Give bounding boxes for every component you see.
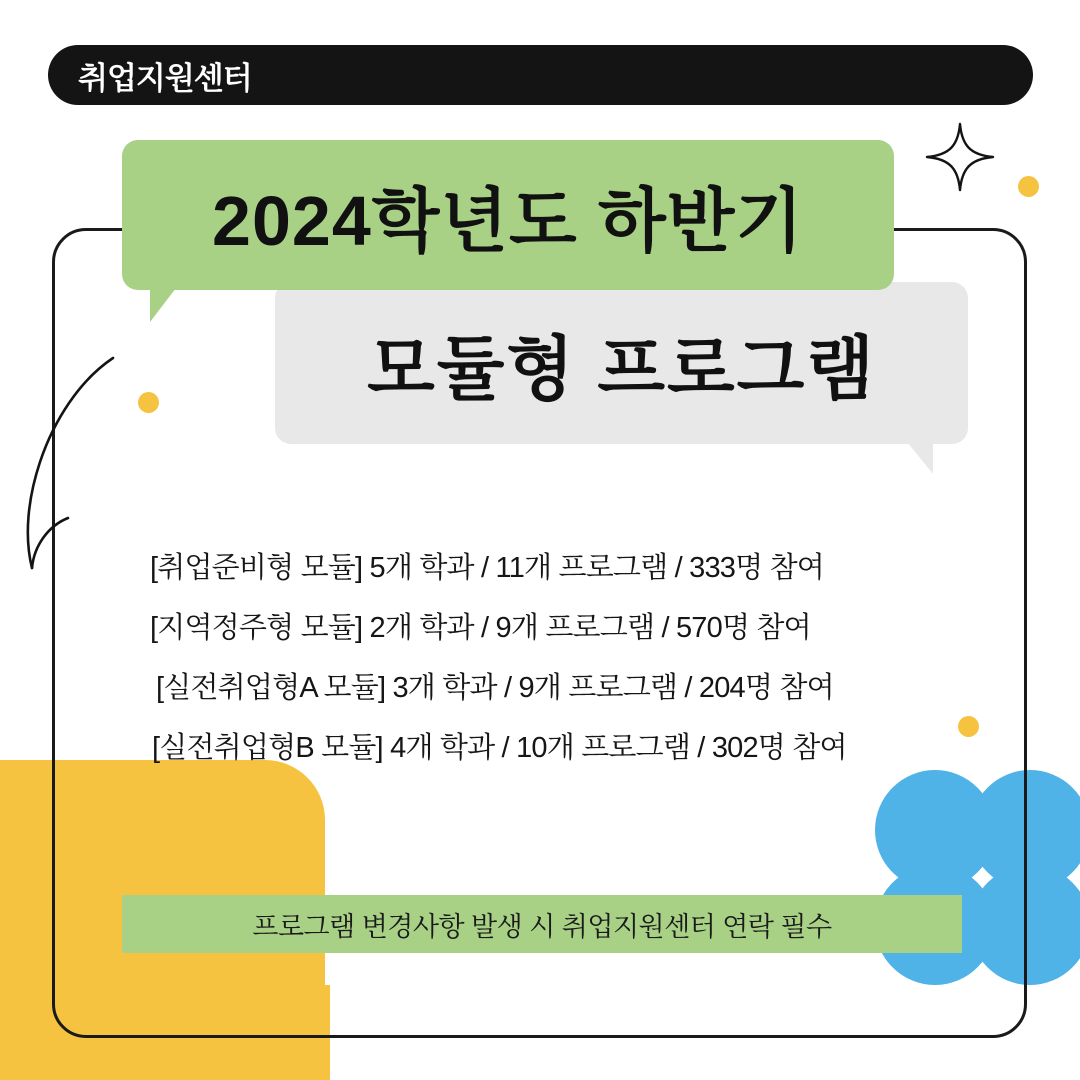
header-tag: [48, 45, 1033, 105]
note-text: 프로그램 변경사항 발생 시 취업지원센터 연락 필수: [252, 911, 832, 942]
sparkle-icon: [925, 122, 995, 192]
bubble-tail-left-icon: [150, 288, 176, 322]
header-tag-label: 취업지원센터: [78, 60, 252, 96]
squiggle-icon: [10, 350, 130, 585]
dot-icon: [138, 392, 159, 413]
title-bubble-gray: [275, 282, 968, 444]
module-list: [150, 538, 980, 778]
note-banner: [122, 895, 962, 953]
list-item: [지역정주형 모듈] 2개 학과 / 9개 프로그램 / 570명 참여: [150, 612, 811, 644]
list-item: [실전취업형B 모듈] 4개 학과 / 10개 프로그램 / 302명 참여: [152, 732, 847, 764]
dot-icon: [958, 716, 979, 737]
dot-icon: [1018, 176, 1039, 197]
list-item: [취업준비형 모듈] 5개 학과 / 11개 프로그램 / 333명 참여: [150, 552, 825, 584]
list-item: [실전취업형A 모듈] 3개 학과 / 9개 프로그램 / 204명 참여: [156, 672, 834, 704]
title-bubble-green: [122, 140, 894, 290]
title-line-2: 모듈형 프로그램: [367, 329, 876, 408]
bubble-tail-right-icon: [907, 442, 933, 474]
title-line-1: 2024학년도 하반기: [212, 181, 804, 260]
